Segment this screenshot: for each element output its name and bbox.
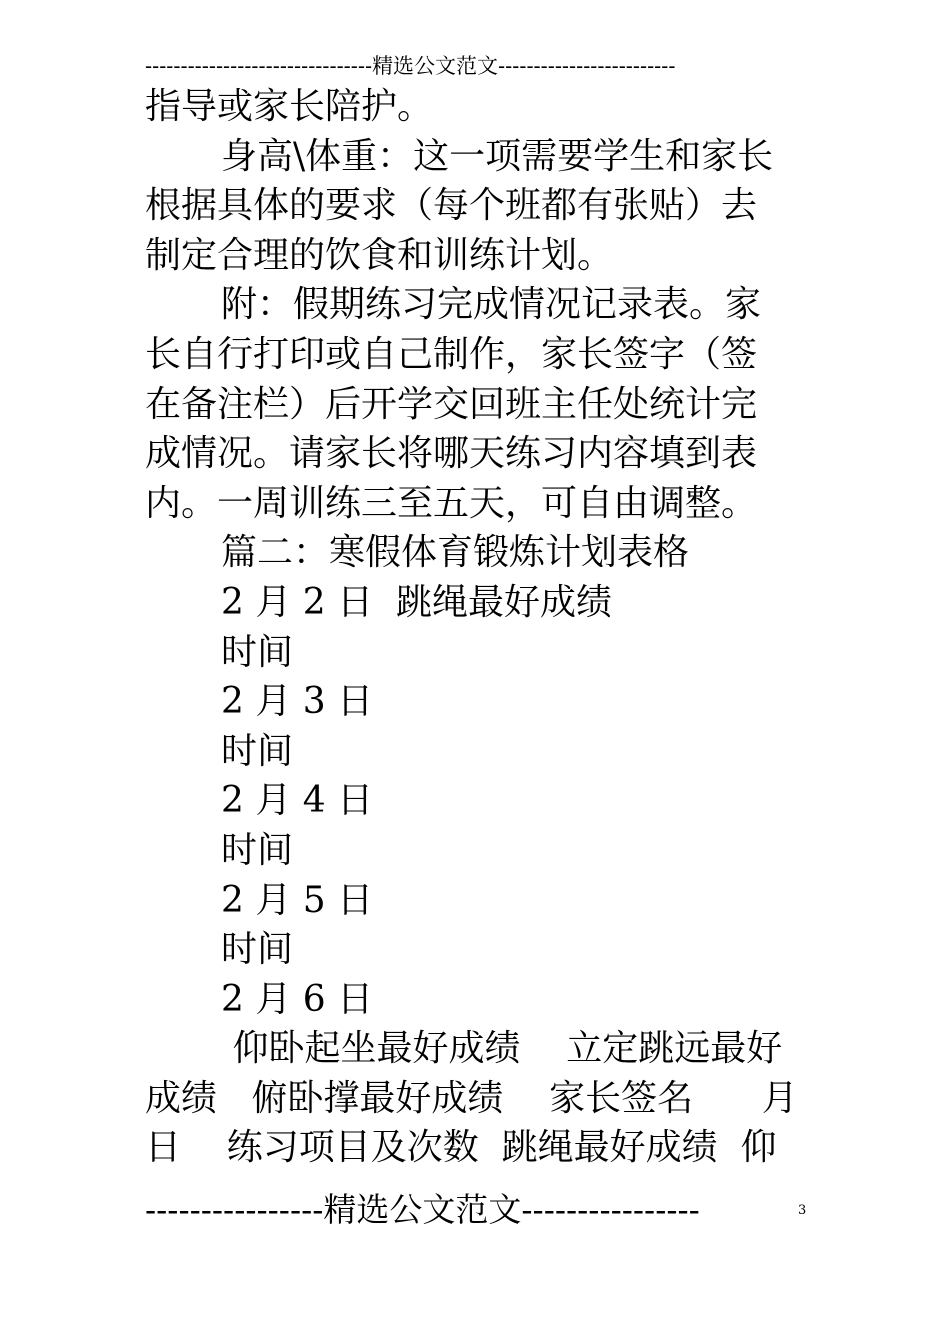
text-line: 时间 bbox=[221, 829, 294, 871]
text-line: 成绩 俯卧撑最好成绩 家长签名 月 bbox=[145, 1077, 798, 1119]
text-line: 根据具体的要求（每个班都有张贴）去 bbox=[145, 185, 758, 227]
text-line: 制定合理的饮食和训练计划。 bbox=[145, 234, 614, 276]
text-line: 身高\体重：这一项需要学生和家长 bbox=[221, 135, 774, 177]
text-line: 成情况。请家长将哪天练习内容填到表 bbox=[145, 433, 758, 475]
text-line: 指导或家长陪护。 bbox=[145, 86, 434, 127]
body-text bbox=[145, 82, 810, 1173]
page-header: --------------------------------精选公文范文------------------------- bbox=[145, 54, 676, 78]
text-line: 日 练习项目及次数 跳绳最好成绩 仰 bbox=[145, 1127, 777, 1169]
text-line: 附：假期练习完成情况记录表。家 bbox=[221, 284, 762, 326]
text-line: 篇二：寒假体育锻炼计划表格 bbox=[221, 532, 690, 574]
page-number: 3 bbox=[798, 1203, 807, 1218]
text-line: 时间 bbox=[221, 631, 294, 673]
text-line: 仰卧起坐最好成绩 立定跳远最好 bbox=[221, 1028, 783, 1070]
text-line: 内。一周训练三至五天，可自由调整。 bbox=[145, 482, 758, 524]
text-line: 2 月 4 日 bbox=[221, 780, 374, 822]
text-line: 2 月 5 日 bbox=[221, 879, 374, 921]
text-line: 2 月 3 日 bbox=[221, 681, 374, 723]
text-line: 在备注栏）后开学交回班主任处统计完 bbox=[145, 383, 758, 425]
text-line: 时间 bbox=[221, 929, 294, 971]
text-line: 2 月 2 日 跳绳最好成绩 bbox=[221, 581, 613, 623]
text-line: 2 月 6 日 bbox=[221, 978, 374, 1020]
page-footer: ----------------精选公文范文---------------- bbox=[145, 1190, 700, 1229]
text-line: 时间 bbox=[221, 730, 294, 772]
text-line: 长自行打印或自己制作，家长签字（签 bbox=[145, 333, 758, 375]
